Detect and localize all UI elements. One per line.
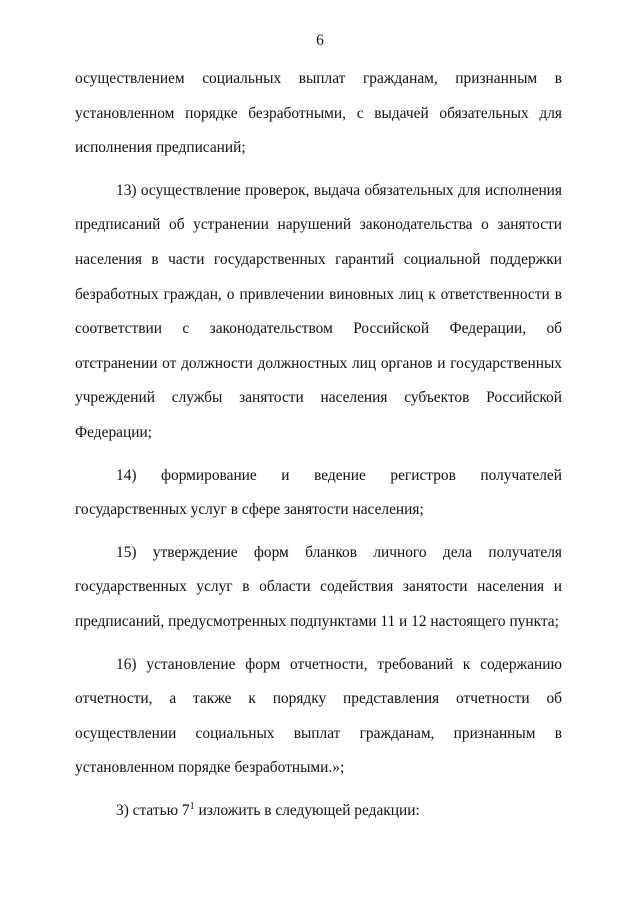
- paragraph-item-3-text: 3) статью 7: [116, 801, 190, 819]
- paragraph-item-15: 15) утверждение форм бланков личного дела получателя государственных услуг в области содействия занятости населения и предписаний, предусмотренных подпунктами 11 и 12 настоящего пункта;: [75, 543, 562, 630]
- paragraph-item-16: 16) установление форм отчетности, требований к содержанию отчетности, а также к порядку представления отчетности об осуществлении социальных выплат гражданам, признанным в установленном порядке безработными.»;: [75, 655, 562, 777]
- article-superscript: 1: [189, 800, 195, 812]
- page-number: 6: [316, 32, 324, 49]
- paragraph-item-13: 13) осуществление проверок, выдача обязательных для исполнения предписаний об устранении нарушений законодательства о занятости населения в части государственных гарантий социальной поддержки безработных граждан, о привлечении виновных лиц к ответственности в соответствии с законодательством Российской Федерации, об отстранении от должности должностных лиц органов и государственных учреждений службы занятости населения субъектов Российской Федерации;: [75, 181, 562, 441]
- document-body: [75, 62, 562, 836]
- paragraph-item-3-tail: изложить в следующей редакции:: [194, 801, 420, 819]
- paragraph-continuation: осуществлением социальных выплат гражданам, признанным в установленном порядке безработными, с выдачей обязательных для исполнения предписаний;: [75, 70, 562, 157]
- paragraph-item-3: [75, 794, 562, 829]
- paragraph-item-14: 14) формирование и ведение регистров получателей государственных услуг в сфере занятости населения;: [75, 466, 562, 519]
